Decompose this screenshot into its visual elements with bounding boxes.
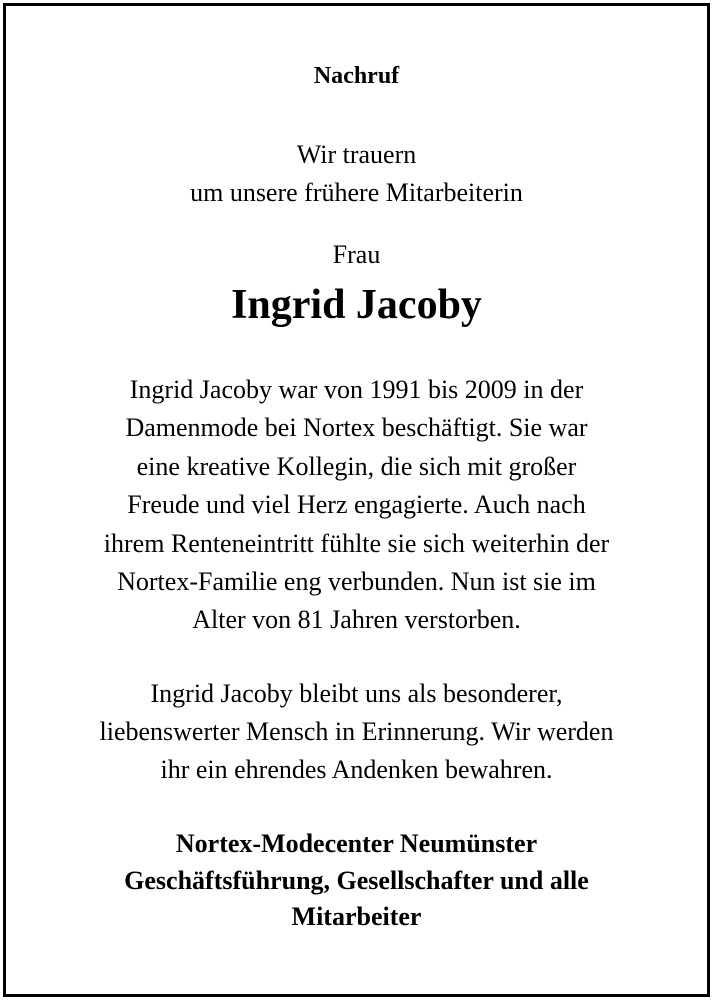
intro-line: um unsere frühere Mitarbeiterin [190,178,523,207]
biography-line: Ingrid Jacoby war von 1991 bis 2009 in der [129,375,584,404]
signature-line: Geschäftsführung, Gesellschafter und alle [124,865,589,895]
remembrance-line: ihr ein ehrendes Andenken bewahren. [160,755,553,784]
signature-line: Mitarbeiter [291,902,422,931]
intro-line: Wir trauern [296,140,417,169]
mourning-intro [0,136,713,212]
remembrance-line: liebenswerter Mensch in Erinnerung. Wir werden [99,717,614,746]
biography-line: ihrem Renteneintritt fühlte sie sich weiterhin der [103,528,610,558]
biography-line: Damenmode bei Nortex beschäftigt. Sie war [125,413,588,443]
remembrance-line: Ingrid Jacoby bleibt uns als besonderer, [150,679,563,708]
salutation-text: Frau [332,240,381,269]
biography-line: Freude und viel Herz engagierte. Auch nach [127,490,586,520]
obituary-heading [0,58,713,94]
salutation [0,236,713,274]
name-text: Ingrid Jacoby [231,282,482,328]
signature-block [0,826,713,936]
remembrance-paragraph [0,675,713,789]
biography-line: eine kreative Kollegin, die sich mit großer [136,451,577,481]
heading-text: Nachruf [313,63,400,89]
biography-line: Alter von 81 Jahren verstorben. [192,605,521,635]
biography-paragraph [0,371,713,640]
deceased-name [0,277,713,333]
biography-line: Nortex-Familie eng verbunden. Nun ist sie im [117,567,596,597]
signature-line: Nortex-Modecenter Neumünster [175,829,538,858]
